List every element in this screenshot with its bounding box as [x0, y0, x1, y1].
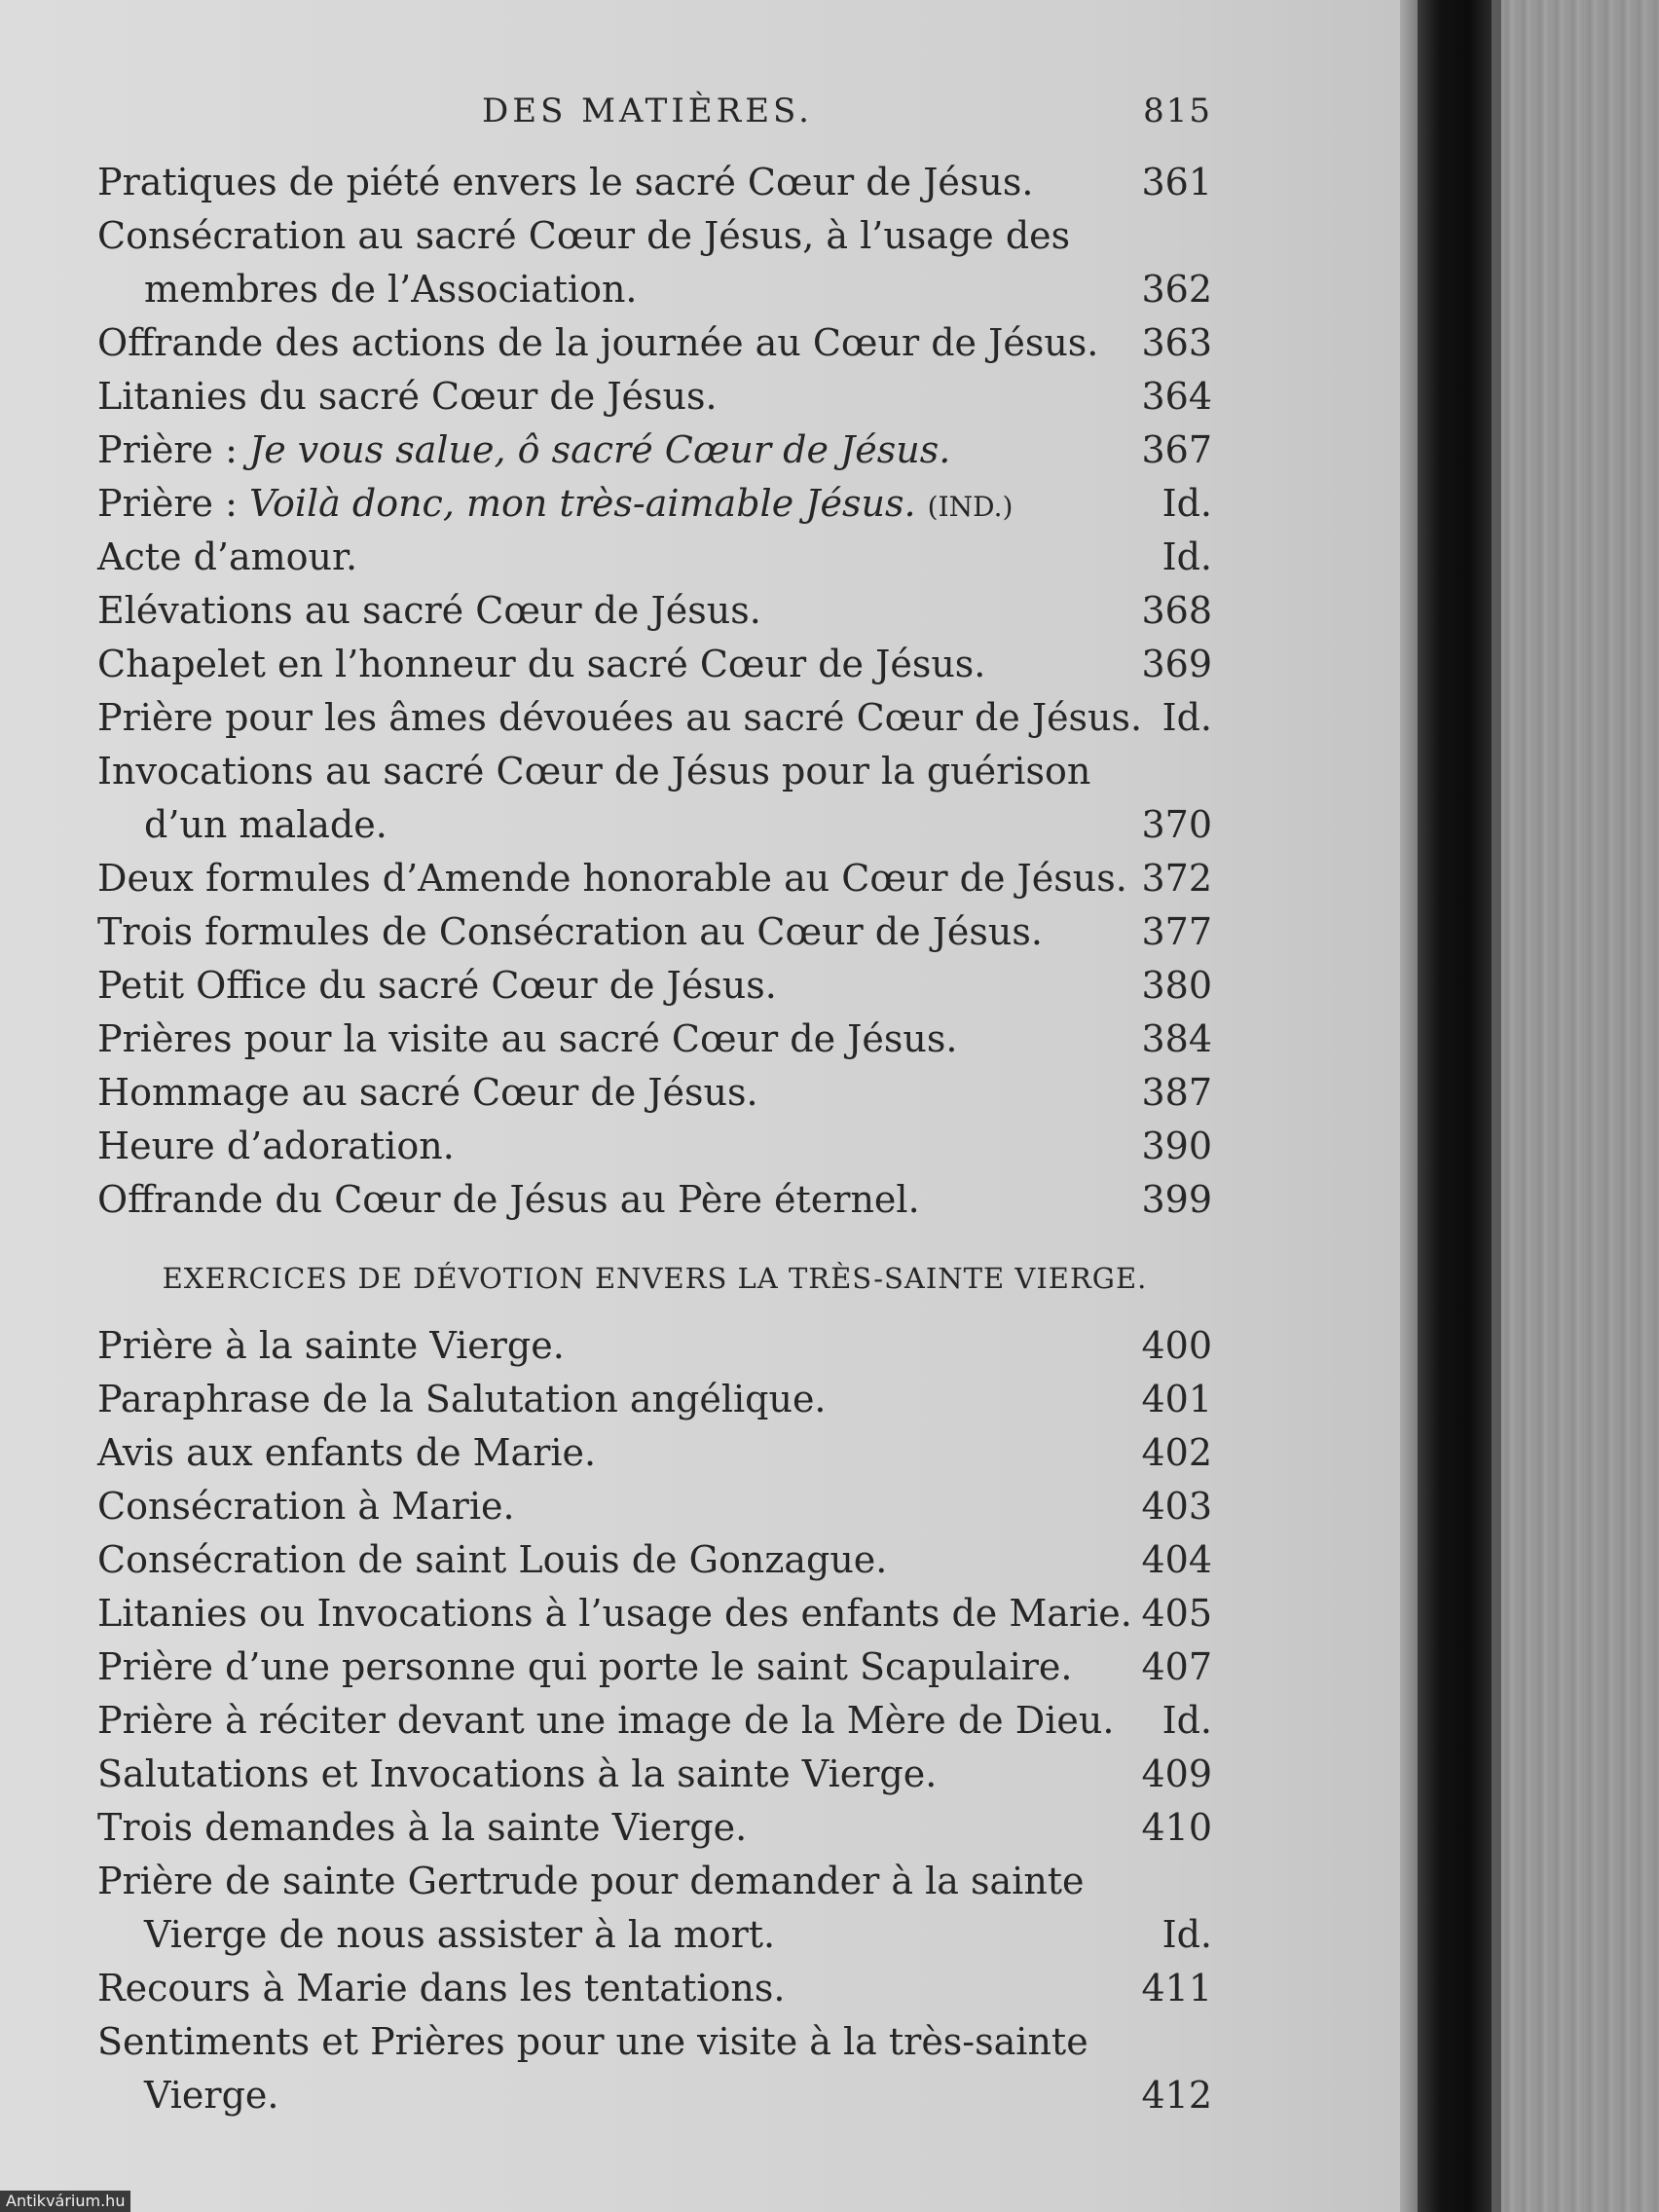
- toc-entry-text: Deux formules d’Amende honorable au Cœur de Jésus.: [97, 857, 1127, 900]
- toc-entry: [97, 1694, 1212, 1748]
- toc-entry-text: Litanies ou Invocations à l’usage des enfants de Marie.: [97, 1592, 1132, 1635]
- toc-entry: [97, 1066, 1212, 1120]
- toc-entry-text: Prière d’une personne qui porte le saint Scapulaire.: [97, 1645, 1073, 1688]
- toc-entry: [97, 316, 1212, 370]
- toc-entry: [97, 263, 1212, 316]
- toc-entry-page: 372: [1141, 857, 1212, 900]
- toc-entry: [97, 852, 1212, 905]
- toc-entry-prefix: Prière :: [97, 482, 249, 525]
- toc-entry-text: Pratiques de piété envers le sacré Cœur de Jésus.: [97, 161, 1034, 203]
- toc-entry-prefix: Prière :: [97, 428, 249, 471]
- toc-entry: [97, 2069, 1212, 2122]
- toc-entry-page: 370: [1141, 803, 1212, 846]
- toc-entry-text: Petit Office du sacré Cœur de Jésus.: [97, 964, 777, 1007]
- toc-entry: [97, 584, 1212, 638]
- spine-highlight: [1492, 0, 1501, 2212]
- toc-entry-page: 363: [1141, 321, 1212, 364]
- toc-entry-page: 390: [1141, 1124, 1212, 1167]
- toc-entry-text: Heure d’adoration.: [97, 1124, 455, 1167]
- toc-entry-page: 402: [1141, 1431, 1212, 1474]
- toc-entry: [97, 1587, 1212, 1641]
- toc-entry-text: Prière à la sainte Vierge.: [97, 1324, 565, 1367]
- toc-entry: [97, 1855, 1212, 1908]
- toc-entry-suffix: (IND.): [927, 491, 1014, 523]
- toc-entry: [97, 1373, 1212, 1426]
- toc-entry-text: Trois demandes à la sainte Vierge.: [97, 1806, 748, 1849]
- toc-entry: [97, 1641, 1212, 1694]
- toc-entry: [97, 745, 1212, 798]
- toc-entry-text: Offrande des actions de la journée au Cœur de Jésus.: [97, 321, 1099, 364]
- toc-entry-text: Vierge.: [144, 2074, 279, 2117]
- toc-entry-page: 407: [1141, 1645, 1212, 1688]
- toc-entry-page: 409: [1141, 1752, 1212, 1795]
- toc-entry-page: 410: [1141, 1806, 1212, 1849]
- toc-entry: [97, 798, 1212, 852]
- toc-entry-text: d’un malade.: [144, 803, 387, 846]
- toc-entry-page: Id.: [1161, 1699, 1212, 1742]
- toc-entry-page: 405: [1141, 1592, 1212, 1635]
- toc-entry-text: Acte d’amour.: [97, 535, 358, 578]
- toc-entry-text: membres de l’Association.: [144, 268, 638, 311]
- toc-entry-text: Recours à Marie dans les tentations.: [97, 1967, 786, 2009]
- toc-entry-text: Paraphrase de la Salutation angélique.: [97, 1378, 827, 1420]
- toc-entry: [97, 370, 1212, 424]
- page-edge: [1400, 0, 1418, 2212]
- toc-entry-page: 387: [1141, 1071, 1212, 1114]
- toc-entry-text: Elévations au sacré Cœur de Jésus.: [97, 589, 761, 632]
- toc-entry-text: Prière pour les âmes dévouées au sacré Cœur de Jésus.: [97, 696, 1143, 739]
- toc-entry-page: 377: [1141, 910, 1212, 953]
- toc-entry-italic: Je vous salue, ô sacré Cœur de Jésus.: [249, 428, 951, 471]
- toc-entry-page: 399: [1141, 1178, 1212, 1221]
- toc-entry-page: 367: [1141, 428, 1212, 471]
- toc-entry-page: Id.: [1161, 482, 1212, 525]
- header-page-number: 815: [1143, 92, 1212, 130]
- watermark: Antikvárium.hu: [0, 2191, 130, 2212]
- toc-entry-text: Sentiments et Prières pour une visite à la très-sainte: [97, 2020, 1088, 2063]
- toc-entry-page: 400: [1141, 1324, 1212, 1367]
- toc-entry: [97, 959, 1212, 1013]
- toc-entry: [97, 1801, 1212, 1855]
- toc-entry-page: 411: [1141, 1967, 1212, 2009]
- toc-entry-page: Id.: [1161, 696, 1212, 739]
- toc-entry-page: 401: [1141, 1378, 1212, 1420]
- toc-entry-text: Prières pour la visite au sacré Cœur de Jésus.: [97, 1017, 958, 1060]
- toc-entry-text: Trois formules de Consécration au Cœur de Jésus.: [97, 910, 1043, 953]
- toc-entry: [97, 638, 1212, 691]
- toc-entry: [97, 156, 1212, 209]
- toc-entry: [97, 1908, 1212, 1962]
- toc-entry: [97, 1480, 1212, 1533]
- toc-entry: [97, 1426, 1212, 1480]
- toc-entry-text: Invocations au sacré Cœur de Jésus pour la guérison: [97, 750, 1091, 793]
- toc-entry-text: Consécration au sacré Cœur de Jésus, à l’usage des: [97, 214, 1071, 257]
- toc-entry-text: Hommage au sacré Cœur de Jésus.: [97, 1071, 758, 1114]
- toc-entry-page: 412: [1141, 2074, 1212, 2117]
- toc-entry-page: 368: [1141, 589, 1212, 632]
- toc-entry-page: 403: [1141, 1485, 1212, 1528]
- toc-entry: [97, 1013, 1212, 1066]
- toc-entry-text: [97, 477, 1013, 534]
- toc-entry-page: Id.: [1161, 535, 1212, 578]
- toc-entry-page: 362: [1141, 268, 1212, 311]
- toc-entry-page: Id.: [1161, 1913, 1212, 1956]
- toc-entry-page: 404: [1141, 1538, 1212, 1581]
- toc-entry-text: Prière à réciter devant une image de la Mère de Dieu.: [97, 1699, 1115, 1742]
- toc-entry-page: 384: [1141, 1017, 1212, 1060]
- toc-entry: [97, 2015, 1212, 2069]
- toc-entry: [97, 1533, 1212, 1587]
- toc-entry: [97, 1962, 1212, 2015]
- section-heading: EXERCICES DE DÉVOTION ENVERS LA TRÈS-SAINTE VIERGE.: [162, 1262, 1148, 1295]
- toc-entry: [97, 1173, 1212, 1227]
- toc-entry: [97, 209, 1212, 263]
- toc-entry-page: 361: [1141, 161, 1212, 203]
- toc-entry-text: Consécration de saint Louis de Gonzague.: [97, 1538, 888, 1581]
- toc-entry-text: Vierge de nous assister à la mort.: [144, 1913, 776, 1956]
- book-spine: [1418, 0, 1492, 2212]
- toc-entry: [97, 477, 1212, 531]
- toc-entry-page: 369: [1141, 643, 1212, 685]
- toc-entry-text: [97, 424, 950, 477]
- toc-entry-page: 380: [1141, 964, 1212, 1007]
- toc-entry-italic: Voilà donc, mon très-aimable Jésus.: [249, 482, 916, 525]
- toc-entry: [97, 691, 1212, 745]
- toc-entry-page: 364: [1141, 375, 1212, 418]
- toc-entry: [97, 1319, 1212, 1373]
- toc-entry-text: Salutations et Invocations à la sainte Vierge.: [97, 1752, 938, 1795]
- toc-entry-text: Prière de sainte Gertrude pour demander à la sainte: [97, 1860, 1085, 1902]
- toc-entry-text: Chapelet en l’honneur du sacré Cœur de Jésus.: [97, 643, 986, 685]
- toc-entry-text: Offrande du Cœur de Jésus au Père éternel.: [97, 1178, 920, 1221]
- running-header: [97, 92, 1212, 140]
- toc-entry: [97, 531, 1212, 584]
- toc-entry-text: Consécration à Marie.: [97, 1485, 515, 1528]
- toc-entry: [97, 424, 1212, 477]
- toc-entry-text: Litanies du sacré Cœur de Jésus.: [97, 375, 718, 418]
- header-title: DES MATIÈRES.: [482, 92, 813, 130]
- toc-entry: [97, 905, 1212, 959]
- background-surface: [1501, 0, 1659, 2212]
- toc-entry: [97, 1120, 1212, 1173]
- toc-entry: [97, 1748, 1212, 1801]
- toc-entry-text: Avis aux enfants de Marie.: [97, 1431, 597, 1474]
